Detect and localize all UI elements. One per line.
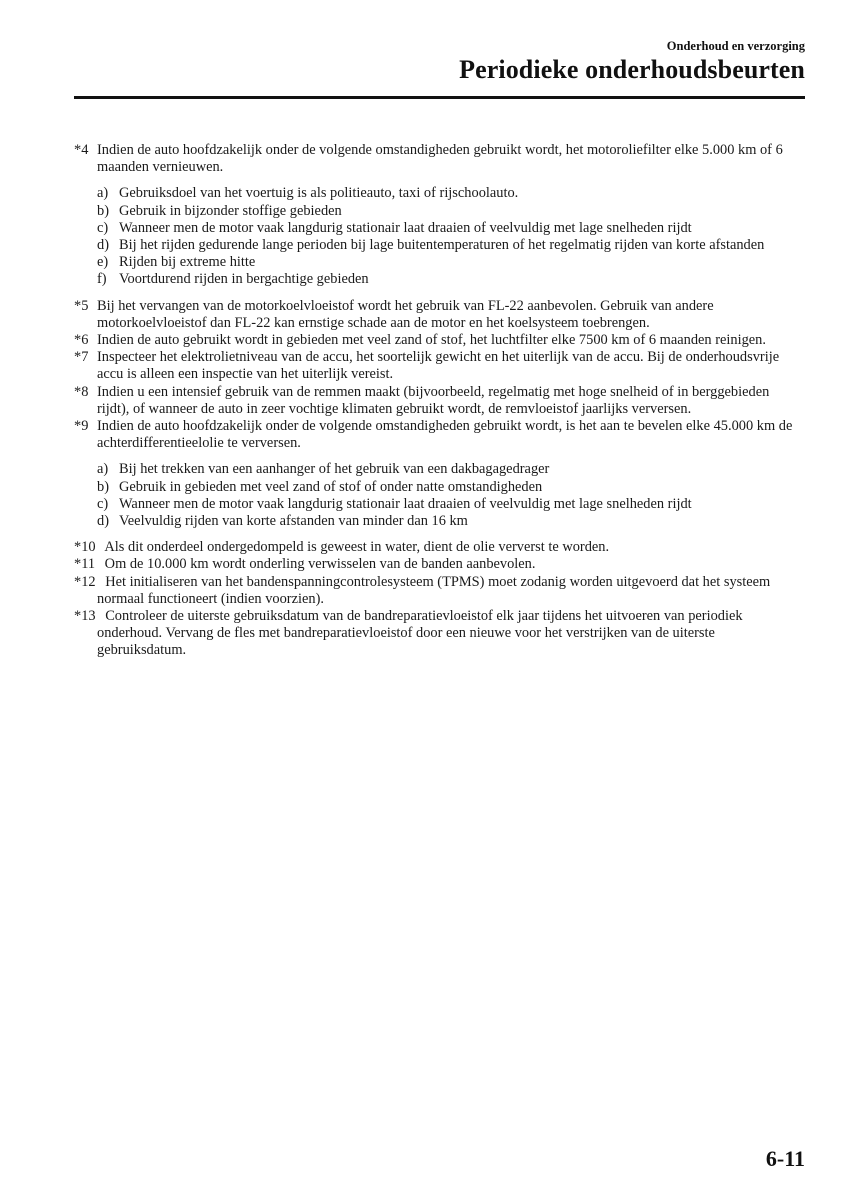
note-text: Indien de auto gebruikt wordt in gebieden met veel zand of stof, het luchtfilter elke 7500 km of 6 maanden reinigen. xyxy=(97,332,766,349)
note-text: Het initialiseren van het bandenspanningcontrolesysteem (TPMS) moet zodanig worden uitgevoerd dat het systeem normaal functioneert (indien voorzien). xyxy=(97,573,771,607)
list-letter: d) xyxy=(97,237,109,254)
list-letter: f) xyxy=(97,271,107,288)
note-text: Om de 10.000 km wordt onderling verwisselen van de banden aanbevolen. xyxy=(104,556,536,573)
list-item xyxy=(97,461,804,478)
list-item xyxy=(97,185,804,202)
list-item xyxy=(97,203,804,220)
list-text: Bij het trekken van een aanhanger of het gebruik van een dakbagagedrager xyxy=(119,461,550,478)
list-letter: a) xyxy=(97,185,109,202)
list-text: Wanneer men de motor vaak langdurig stationair laat draaien of veelvuldig met lage snelheden rijdt xyxy=(119,495,692,512)
list-text: Gebruik in bijzonder stoffige gebieden xyxy=(119,202,342,219)
list-item xyxy=(97,220,804,237)
note-marker: *11 xyxy=(74,556,96,573)
list-item xyxy=(97,254,804,271)
note-marker: *10 xyxy=(74,539,96,556)
list-text: Wanneer men de motor vaak langdurig stationair laat draaien of veelvuldig met lage snelheden rijdt xyxy=(119,219,692,236)
list-text: Gebruiksdoel van het voertuig is als politieauto, taxi of rijschoolauto. xyxy=(119,185,519,202)
page-number: 6-11 xyxy=(765,1146,805,1171)
list-text: Voortdurend rijden in bergachtige gebieden xyxy=(119,271,369,288)
note-4-list xyxy=(97,185,804,288)
list-letter: c) xyxy=(97,495,109,512)
list-text: Veelvuldig rijden van korte afstanden van minder dan 16 km xyxy=(119,513,468,530)
list-item xyxy=(97,271,804,288)
note-marker: *5 xyxy=(74,297,89,314)
note-text: Indien de auto hoofdzakelijk onder de volgende omstandigheden gebruikt wordt, het motoroliefilter elke 5.000 km of 6 maanden vernieuwen. xyxy=(97,142,783,176)
list-text: Bij het rijden gedurende lange perioden bij lage buitentemperaturen of het regelmatig rijden van korte afstanden xyxy=(119,237,765,254)
note-text: Bij het vervangen van de motorkoelvloeistof wordt het gebruik van FL-22 aanbevolen. Gebruik van andere motorkoelvloeistof dan FL-22 kan ernstige schade aan de motor en het koelsysteem toebrengen. xyxy=(97,297,714,331)
note-marker: *12 xyxy=(74,573,96,590)
list-letter: a) xyxy=(97,461,109,478)
note-marker: *8 xyxy=(74,383,89,400)
list-letter: e) xyxy=(97,254,109,271)
section-label: Onderhoud en verzorging xyxy=(666,39,805,53)
note-marker: *9 xyxy=(74,418,89,435)
note-6 xyxy=(74,332,804,349)
list-text: Rijden bij extreme hitte xyxy=(119,254,256,271)
note-5 xyxy=(74,298,804,332)
list-item xyxy=(97,496,804,513)
notes-content xyxy=(74,142,804,660)
list-letter: b) xyxy=(97,202,109,219)
note-7 xyxy=(74,349,804,383)
note-11 xyxy=(74,556,804,573)
note-text: Controleer de uiterste gebruiksdatum van de bandreparatievloeistof elk jaar tijdens het uitvoeren van periodiek onderhoud. Vervang de fles met bandreparatievloeistof door een nieuwe voor het verstrijken van de uiterste gebruiksdatum. xyxy=(97,608,743,659)
list-letter: c) xyxy=(97,219,109,236)
note-marker: *4 xyxy=(74,142,89,158)
note-text: Indien de auto hoofdzakelijk onder de volgende omstandigheden gebruikt wordt, is het aan te bevelen elke 45.000 km de achterdifferentieelolie te verversen. xyxy=(97,418,793,452)
note-marker: *6 xyxy=(74,332,89,349)
list-item xyxy=(97,237,804,254)
list-letter: b) xyxy=(97,478,109,495)
note-marker: *7 xyxy=(74,349,89,366)
note-9-list xyxy=(97,461,804,530)
note-12 xyxy=(74,574,804,608)
list-text: Gebruik in gebieden met veel zand of stof of onder natte omstandigheden xyxy=(119,478,543,495)
note-text: Indien u een intensief gebruik van de remmen maakt (bijvoorbeeld, regelmatig met hoge snelheid of in berggebieden rijdt), of wanneer de auto in zeer vochtige klimaten gebruikt wordt, de remvloeistof jaarlijks verversen. xyxy=(97,383,770,417)
note-10 xyxy=(74,539,804,556)
note-9 xyxy=(74,418,804,452)
note-13 xyxy=(74,608,804,660)
note-text: Inspecteer het elektrolietniveau van de accu, het soortelijk gewicht en het uiterlijk van de accu. Bij de onderhoudsvrije accu is alleen een inspectie van het uiterlijk vereist. xyxy=(97,349,780,383)
list-item xyxy=(97,479,804,496)
note-marker: *13 xyxy=(74,608,96,625)
list-item xyxy=(97,513,804,530)
page-title: Periodieke onderhoudsbeurten xyxy=(459,55,805,84)
title-rule xyxy=(74,96,805,99)
list-letter: d) xyxy=(97,513,109,530)
note-8 xyxy=(74,384,804,418)
note-text: Als dit onderdeel ondergedompeld is geweest in water, dient de olie ververst te worden. xyxy=(104,539,610,556)
note-4 xyxy=(74,142,804,176)
